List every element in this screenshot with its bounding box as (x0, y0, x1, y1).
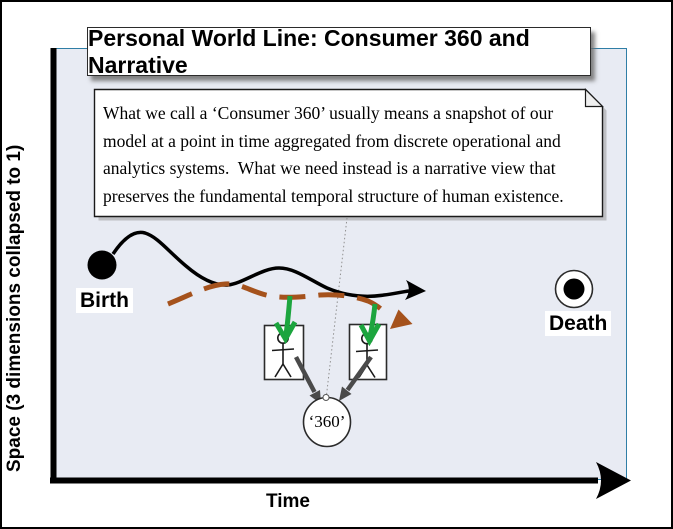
note-line: analytics systems. What we need instead is a narrative view that (103, 158, 556, 178)
birth-label: Birth (76, 288, 133, 313)
aggregate-label: ‘360’ (308, 412, 346, 431)
diagram-title: Personal World Line: Consumer 360 and Narrative (88, 24, 530, 78)
x-axis-label: Time (265, 491, 310, 512)
narrative-dashed-curve (168, 284, 388, 316)
narrative-arrowhead (390, 310, 413, 330)
death-label: Death (545, 311, 611, 336)
x-axis-arrowhead (596, 462, 631, 499)
y-axis-label: Space (3 dimensions collapsed to 1) (4, 144, 25, 472)
aggregation-arrow-1 (296, 357, 321, 404)
note-text (103, 100, 597, 210)
death-dot (564, 279, 585, 300)
diagram-title-box (87, 24, 591, 78)
aggregation-connector-line (327, 218, 348, 395)
connector-knob-icon (323, 395, 329, 401)
diagram-graphics (2, 2, 673, 529)
note-line: preserves the fundamental temporal structure of human existence. (103, 185, 564, 206)
note-line: What we call a ‘Consumer 360’ usually means a snapshot of our (103, 103, 554, 123)
note-line: model at a point in time aggregated from discrete operational and (103, 130, 561, 151)
worldline-curve (113, 232, 409, 296)
birth-dot (88, 251, 117, 280)
